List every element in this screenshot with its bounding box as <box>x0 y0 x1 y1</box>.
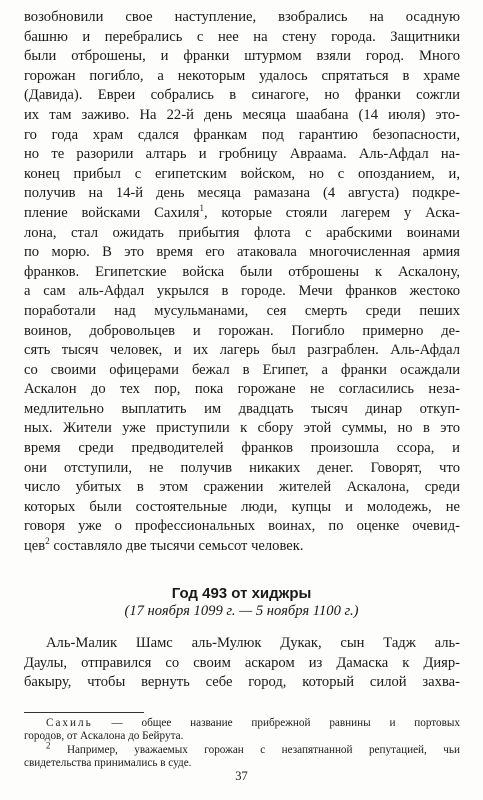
footnote-1-continued: городов, от Аскалона до Бейрута. <box>24 730 184 743</box>
text-line: бакыру, чтобы вернуть себе город, который силой захва- <box>24 674 460 691</box>
text-line: башню и перебрались с нее на стену города. Защитники <box>24 28 460 45</box>
text-line: воинов, добровольцев и горожан. Погибло примерно де- <box>24 322 460 339</box>
footnote-text: Например, уважаемых горожан с незапятнанной репутацией, чьи <box>50 743 460 756</box>
text-line: лона, стал ожидать прибытия флота с арабскими воинами <box>24 224 460 241</box>
chapter-date-range: (17 ноября 1099 г. — 5 ноября 1100 г.) <box>124 603 359 619</box>
page-number: 37 <box>235 769 248 783</box>
text-line: которых были состоятельные люди, купцы и молодежь, не <box>24 498 460 515</box>
footnote-2-continued: свидетельства принимались в суде. <box>24 757 192 770</box>
text-line: их там заживо. На 22-й день месяца шаабана (14 июля) это- <box>24 106 460 123</box>
text-line-with-footnote <box>24 537 460 557</box>
footnote-1 <box>24 717 460 730</box>
text-line: они отступили, не получив никаких денег. Говорят, что <box>24 459 460 476</box>
text-line: сять тысяч человек, и их лагерь был разграблен. Аль-Афдал <box>24 342 460 359</box>
text-line: число убитых в этом сражении жителей Аскалона, среди <box>24 479 460 496</box>
text-line: конец прибыл с египетским войском, но с опозданием, и, <box>24 165 460 182</box>
text-line: го года храм сдался франкам под гарантию безопасности, <box>24 126 460 143</box>
footnote-2 <box>24 740 460 757</box>
text-line: поработали над мусульманами, сея смерть среди пеших <box>24 302 460 319</box>
chapter-heading: Год 493 от хиджры <box>171 585 312 602</box>
text-line: ных. Жители уже приступили к сбору этой суммы, но в это <box>24 420 460 437</box>
text-line: со своими офицерами бежал в Египет, а франки осаждали <box>24 361 460 378</box>
footnotes <box>24 717 460 771</box>
footnote-text: — общее название прибрежной равнины и портовых <box>92 717 460 729</box>
text-line-with-footnote <box>24 204 460 224</box>
text-fragment: пление войсками Сахиля <box>24 204 200 221</box>
text-line: возобновили свое наступление, взобрались на осадную <box>24 9 460 25</box>
text-line: время среди предводителей франков произошла ссора, и <box>24 440 460 457</box>
text-line: франков. Египетские войска были отброшены к Аскалону, <box>24 263 460 280</box>
text-line: по морю. В это время его атаковала многочисленная армия <box>24 244 460 261</box>
text-line: (Давида). Евреи собрались в синагоге, но франки сожгли <box>24 87 460 104</box>
text-line: получив на 14-й день месяца рамазана (4 августа) подкре- <box>24 185 460 202</box>
footnote-term: Сахиль <box>46 717 93 729</box>
text-line: говоря уже о профессиональных воинах, по оценке очевид- <box>24 518 460 535</box>
footnote-divider <box>24 712 144 713</box>
footnote-marker: 2 <box>46 740 51 751</box>
paragraph-main <box>24 8 460 557</box>
text-line: Аль-Малик Шамс аль-Мулюк Дукак, сын Тадж аль- <box>46 635 460 651</box>
text-line: Даулы, отправился со своим аскаром из Дамаска к Дияр- <box>24 654 460 671</box>
text-line: а сам аль-Афдал укрылся в городе. Мечи франков жестоко <box>24 283 460 300</box>
text-line: были отброшены, и франки штурмом взяли город. Много <box>24 48 460 65</box>
text-fragment: , которые стояли лагерем у Аска- <box>203 204 460 221</box>
text-line: медлительно выплатить им двадцать тысяч динар откуп- <box>24 400 460 417</box>
footnote-ref-1[interactable]: 1 <box>199 203 204 214</box>
text-fragment: составляло две тысячи семьсот человек. <box>53 538 304 555</box>
text-line: но те разорили алтарь и гробницу Авраама. Аль-Афдал на- <box>24 146 460 163</box>
footnote-ref-2[interactable]: 2 <box>45 536 50 547</box>
text-line: Аскалон до тех пор, пока горожане не согласились неза- <box>24 381 460 398</box>
text-fragment: цев <box>24 538 46 555</box>
paragraph-chapter-start <box>24 634 460 693</box>
text-line: горожан погибло, а некоторым удалось спрятаться в храме <box>24 67 460 84</box>
